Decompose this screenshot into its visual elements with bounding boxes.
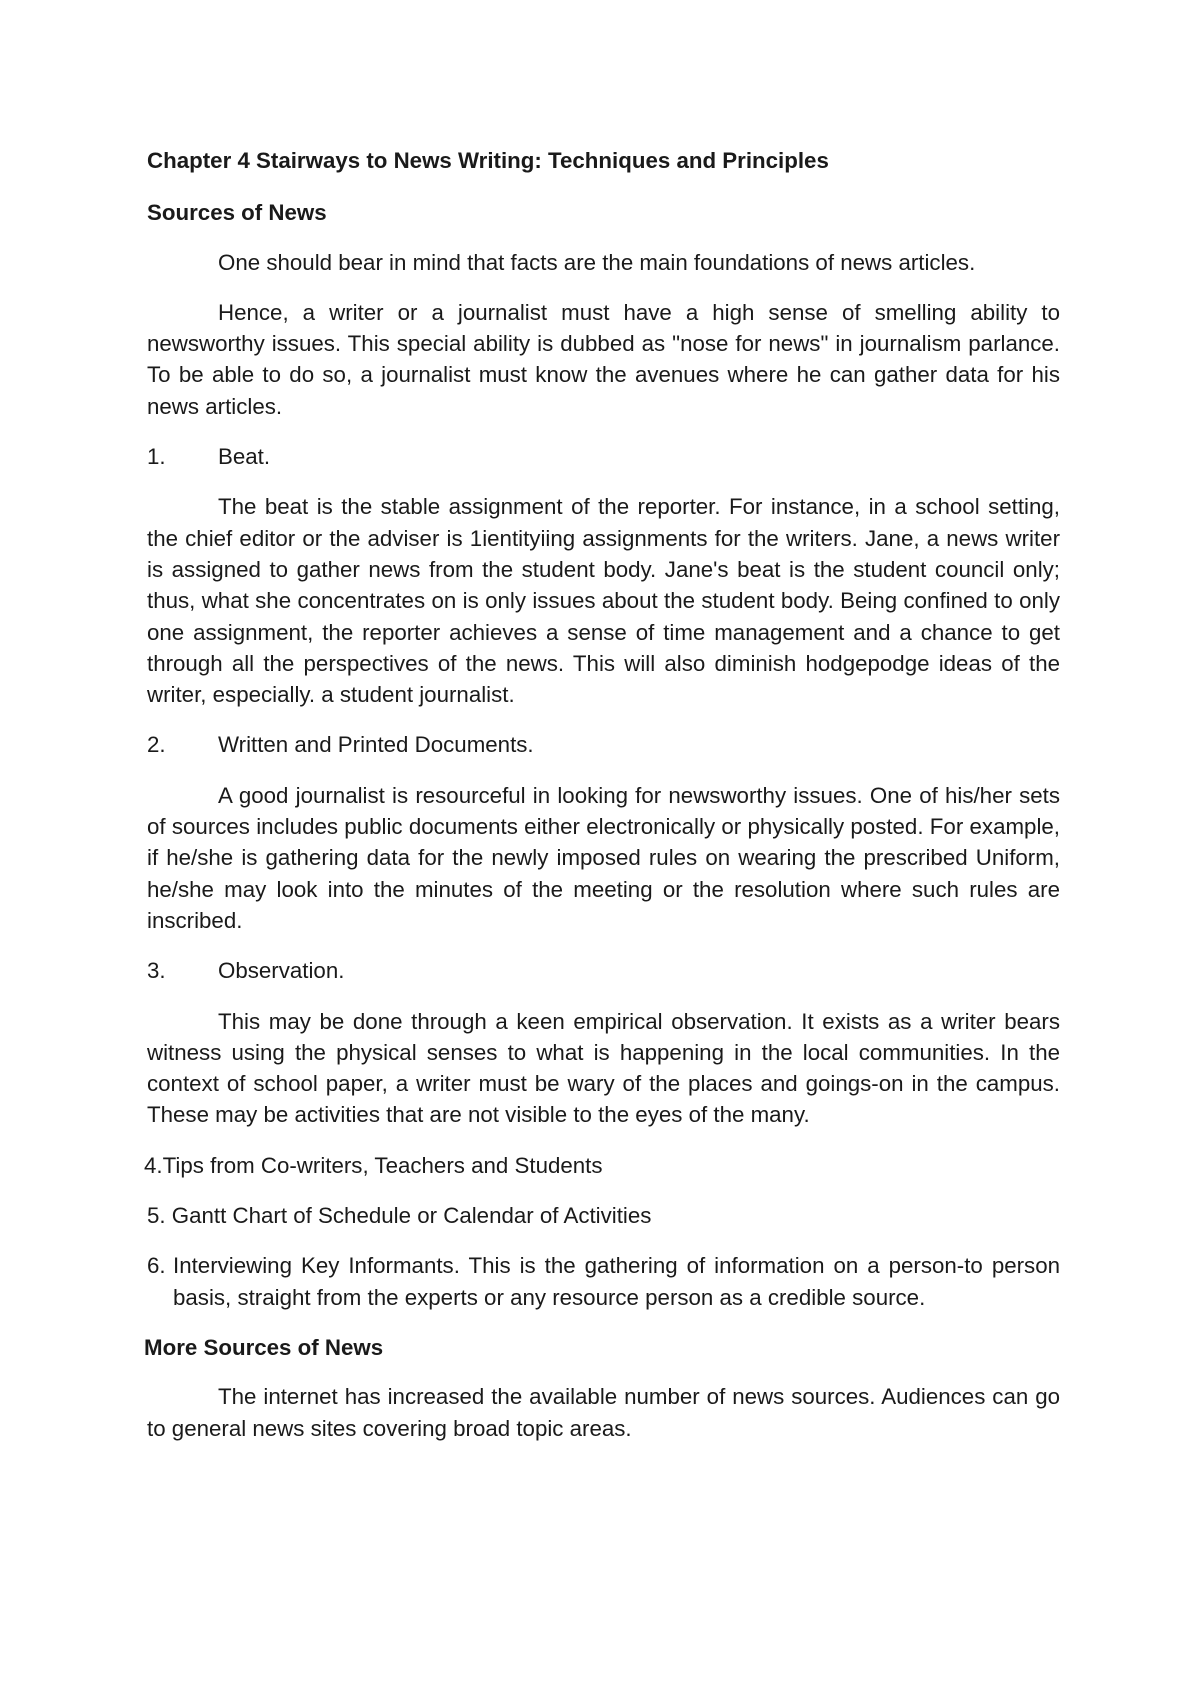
observation-paragraph: This may be done through a keen empirical observation. It exists as a writer bears witness using the physical senses to what is happening in the local communities. In the context of school paper, a writer must be wary of the places and goings-on in the campus. These may be activities that are not visible to the eyes of the many. (147, 1008, 1060, 1128)
list-item-observation (147, 955, 1060, 986)
list-item-number: 6. (147, 1253, 166, 1279)
list-item-label: Written and Printed Documents. (218, 732, 534, 758)
intro-paragraph-1: One should bear in mind that facts are the main foundations of news articles. (218, 249, 976, 275)
beat-paragraph: The beat is the stable assignment of the reporter. For instance, in a school setting, the chief editor or the adviser is 1ientityiing assignments for the writers. Jane, a news writer is assigned to gather news from the student body. Jane's beat is the student council only; thus, what she concentrates on is only issues about the student body. Being confined to only one assignment, the reporter achieves a sense of time management and a chance to get through all the perspectives of the news. This will also diminish hodgepodge ideas of the writer, especially. a student journalist. (147, 494, 1060, 708)
section-heading-sources-of-news: Sources of News (147, 200, 327, 226)
list-item-number: 1. (147, 444, 166, 470)
list-item-gantt-chart: 5. Gantt Chart of Schedule or Calendar of Activities (147, 1203, 652, 1229)
documents-paragraph: A good journalist is resourceful in looking for newsworthy issues. One of his/her sets of sources includes public documents either electronically or physically posted. For example, if he/she is gathering data for the newly imposed rules on wearing the prescribed Uniform, he/she may look into the minutes of the meeting or the resolution where such rules are inscribed. (147, 782, 1060, 933)
closing-paragraph: The internet has increased the available number of news sources. Audiences can go to general news sites covering broad topic areas. (147, 1384, 1060, 1441)
list-item-documents (147, 729, 1060, 760)
section-heading-more-sources: More Sources of News (144, 1334, 384, 1360)
list-item-tips: 4.Tips from Co-writers, Teachers and Students (144, 1152, 603, 1178)
list-item-beat (147, 441, 1060, 472)
chapter-title: Chapter 4 Stairways to News Writing: Techniques and Principles (147, 148, 829, 173)
list-item-label: Observation. (218, 958, 345, 984)
list-item-text: Interviewing Key Informants. This is the gathering of information on a person-to person basis, straight from the experts or any resource person as a credible source. (173, 1253, 1060, 1310)
list-item-number: 3. (147, 958, 166, 984)
list-item-number: 2. (147, 732, 166, 758)
intro-paragraph-2: Hence, a writer or a journalist must have a high sense of smelling ability to newsworthy issues. This special ability is dubbed as "nose for news" in journalism parlance. To be able to do so, a journalist must know the avenues where he can gather data for his news articles. (147, 299, 1060, 419)
document-body (144, 145, 1060, 1463)
list-item-interviewing (147, 1250, 1060, 1313)
list-item-label: Beat. (218, 444, 271, 470)
